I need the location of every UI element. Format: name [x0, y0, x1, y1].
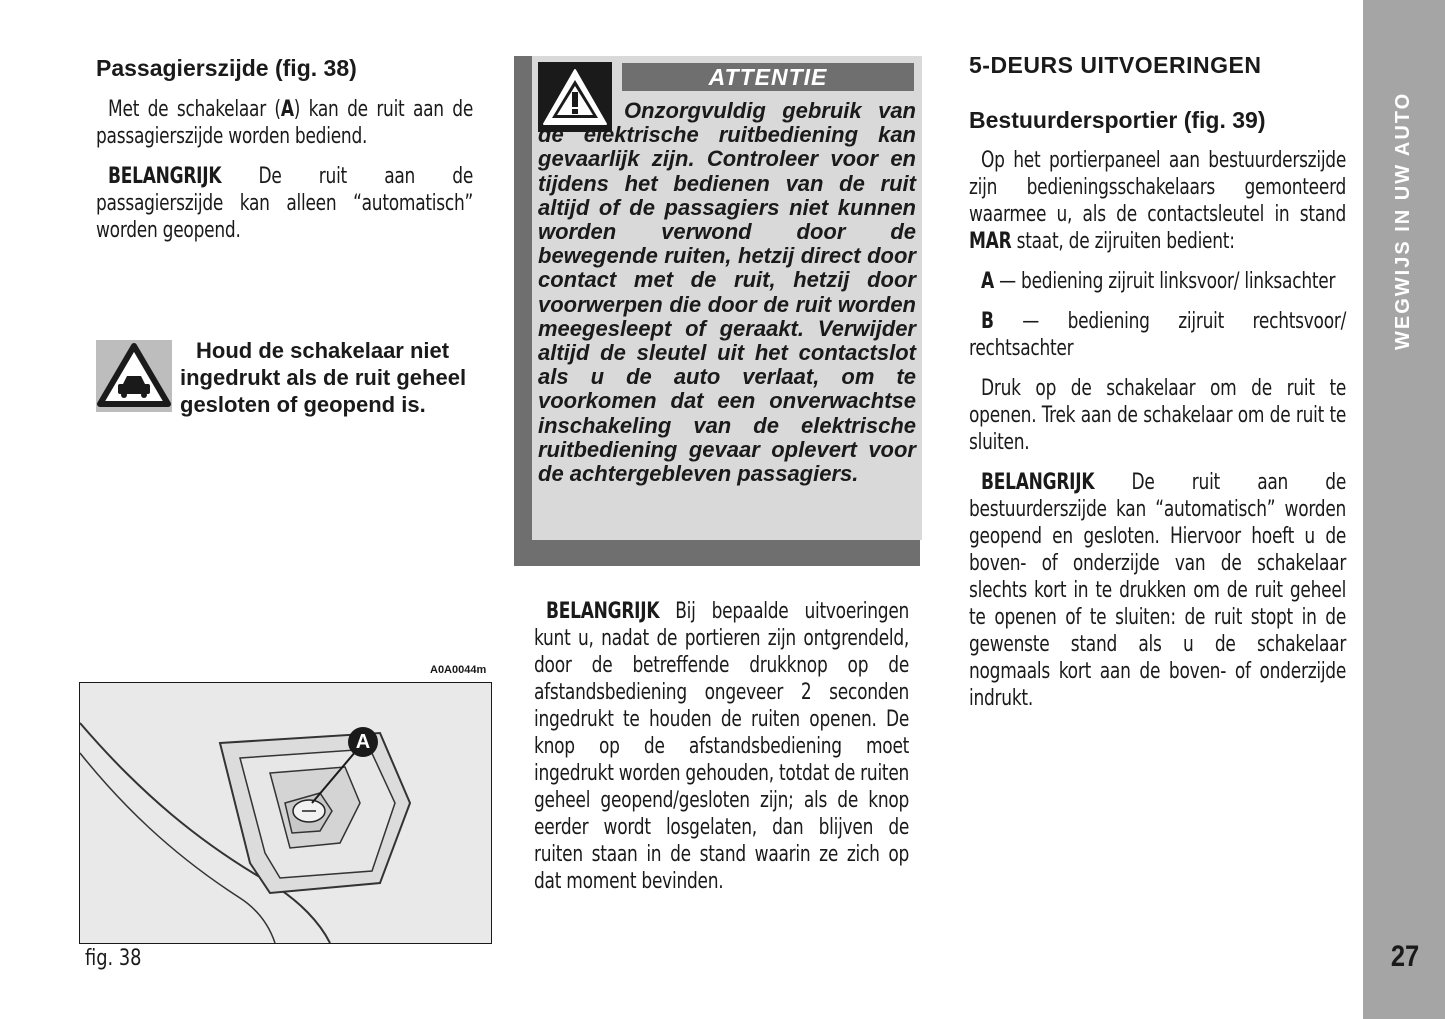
car-road-warning-icon	[96, 340, 172, 412]
middle-column-text	[534, 598, 910, 895]
warning-box-shadow-left	[514, 56, 532, 566]
paragraph-passenger-switch: Met de schakelaar (A) kan de ruit aan de passagierszijde worden bediend.	[96, 97, 474, 149]
section-title-5-doors: 5-DEURS UITVOERINGEN	[969, 52, 1262, 78]
figure-callout-a: A	[348, 727, 378, 757]
left-column	[96, 55, 474, 244]
warning-box-shadow-bottom	[514, 540, 920, 566]
list-item-a: A — bediening zijruit linksvoor/ linksachter	[981, 269, 1336, 294]
page-number: 27	[1390, 940, 1420, 973]
figure-caption: fig. 38	[85, 946, 142, 971]
paragraph-important-driver: BELANGRIJK De ruit aan de bestuurderszijde kan “automatisch” worden geopend en gesloten. Hiervoor hoeft u de boven- of onderzijde van de schakelaar slechts kort in te drukken om de ruit geheel te openen of te sluiten: de ruit stopt in de gewenste stand als u de schakelaar nogmaals kort aan de boven- of onderzijde indrukt.	[969, 470, 1347, 711]
figure-38-illustration	[79, 682, 492, 944]
right-column	[969, 52, 1347, 712]
paragraph-driver-panel: Op het portierpaneel aan bestuurderszijde zijn bedieningsschakelaars gemonteerd waarmee u, als de contactsleutel in stand MAR staat, de zijruiten bedient:	[969, 148, 1347, 254]
section-heading-passenger: Passagierszijde (fig. 38)	[96, 55, 357, 81]
note-switch-hold: Houd de schakelaar niet ingedrukt als de ruit geheel gesloten of geopend is.	[180, 338, 467, 417]
section-heading-driver: Bestuurdersportier (fig. 39)	[969, 107, 1266, 133]
paragraph-important-passenger: BELANGRIJK De ruit aan de passagierszijde kan alleen “automatisch” worden geopend.	[96, 164, 474, 243]
sidebar-title	[1363, 50, 1445, 350]
list-item-b: B — bediening zijruit rechtsvoor/ rechtsachter	[969, 309, 1347, 361]
figure-code: A0A0044m	[430, 664, 487, 676]
paragraph-switch-usage: Druk op de schakelaar om de ruit te openen. Trek aan de schakelaar om de ruit te sluiten.	[969, 376, 1347, 455]
warning-text: Onzorgvuldig gebruik van de elektrische ruitbediening kan gevaarlijk zijn. Controleer voor en tijdens het bedienen van de ruit altijd of de passagiers niet kunnen worden verwond door de bewegende ruiten, hetzij direct door contact met de ruit, hetzij door voorwerpen die door de ruit worden meegesleept of geraakt. Verwijder altijd de sleutel uit het contactslot als u de auto verlaat, om te voorkomen dat een onverwachtse inschakeling van de elektrische ruitbediening gevaar oplevert voor de achtergebleven passagiers.	[538, 98, 916, 487]
sidebar-title-text: WEGWIJS IN UW AUTO	[1392, 91, 1414, 350]
paragraph-important-remote: BELANGRIJK Bij bepaalde uitvoeringen kunt u, nadat de portieren zijn ontgrendeld, door de betreffende drukknop op de afstandsbediening ongeveer 2 seconden ingedrukt te houden de ruiten openen. De knop op de afstandsbediening moet ingedrukt worden gehouden, totdat de ruiten geheel geopend/gesloten zijn; als de knop eerder wordt losgelaten, dan blijven de ruiten staan in de stand waarin ze zich op dat moment bevinden.	[534, 599, 910, 894]
warning-title: ATTENTIE	[622, 63, 914, 91]
